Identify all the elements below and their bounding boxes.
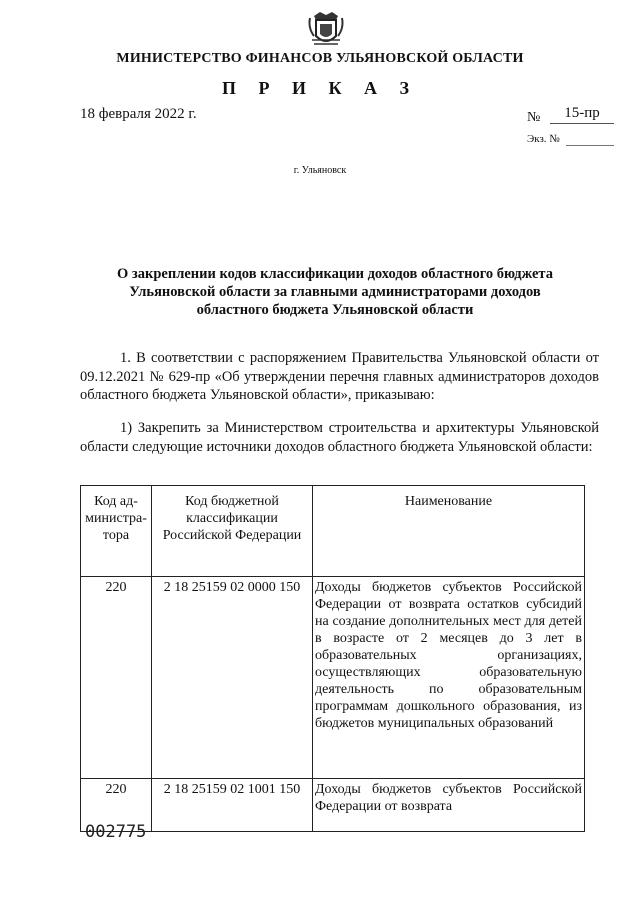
copy-number-label: Экз. № [527, 133, 560, 145]
income-codes-table [80, 485, 585, 832]
number-label: № [527, 110, 541, 125]
coat-of-arms-icon [306, 6, 346, 50]
paragraph-1 [80, 349, 599, 405]
admin-code-cell: 220 [81, 577, 152, 779]
paragraph-2-text: 1) Закрепить за Министерством строительства и архитектуры Ульяновской области следующие источники доходов областного бюджета Ульяновской области: [80, 420, 599, 455]
header-budget-code: Код бюджетной классификации Российской Федерации [152, 486, 313, 577]
copy-number-line [566, 145, 614, 146]
table-row [81, 779, 585, 832]
table-row [81, 577, 585, 779]
table-header-row [81, 486, 585, 577]
name-cell: Доходы бюджетов субъектов Российской Федерации от возврата остатков субсидий на создание дополнительных мест для детей в возрасте от 2 месяцев до 3 лет в образовательных организациях, осуществляющих образовательную деятельность по образовательным программам дошкольного образования, из бюджетов муниципальных образований [313, 577, 585, 779]
order-title: П Р И К А З [221, 78, 419, 98]
admin-code-cell: 220 [81, 779, 152, 832]
document-heading: О закреплении кодов классификации доходов областного бюджета Ульяновской области за главными администраторами доходов областного бюджета Ульяновской области [117, 266, 553, 318]
city: г. Ульяновск [293, 165, 347, 176]
budget-code-cell: 2 18 25159 02 1001 150 [152, 779, 313, 832]
paragraph-2 [80, 419, 599, 456]
header-name: Наименование [313, 486, 585, 577]
order-date: 18 февраля 2022 г. [80, 106, 197, 122]
order-number: 15-пр [550, 105, 614, 124]
document-serial-number: 002775 [85, 822, 147, 842]
name-cell: Доходы бюджетов субъектов Российской Федерации от возврата [313, 779, 585, 832]
ministry-name: МИНИСТЕРСТВО ФИНАНСОВ УЛЬЯНОВСКОЙ ОБЛАСТИ [116, 51, 524, 66]
header-admin-code: Код ад-министра-тора [81, 486, 152, 577]
paragraph-1-text: 1. В соответствии с распоряжением Правительства Ульяновской области от 09.12.2021 № 629-пр «Об утверждении перечня главных администраторов доходов областного бюджета Ульяновской области», приказываю: [80, 350, 599, 403]
budget-code-cell: 2 18 25159 02 0000 150 [152, 577, 313, 779]
